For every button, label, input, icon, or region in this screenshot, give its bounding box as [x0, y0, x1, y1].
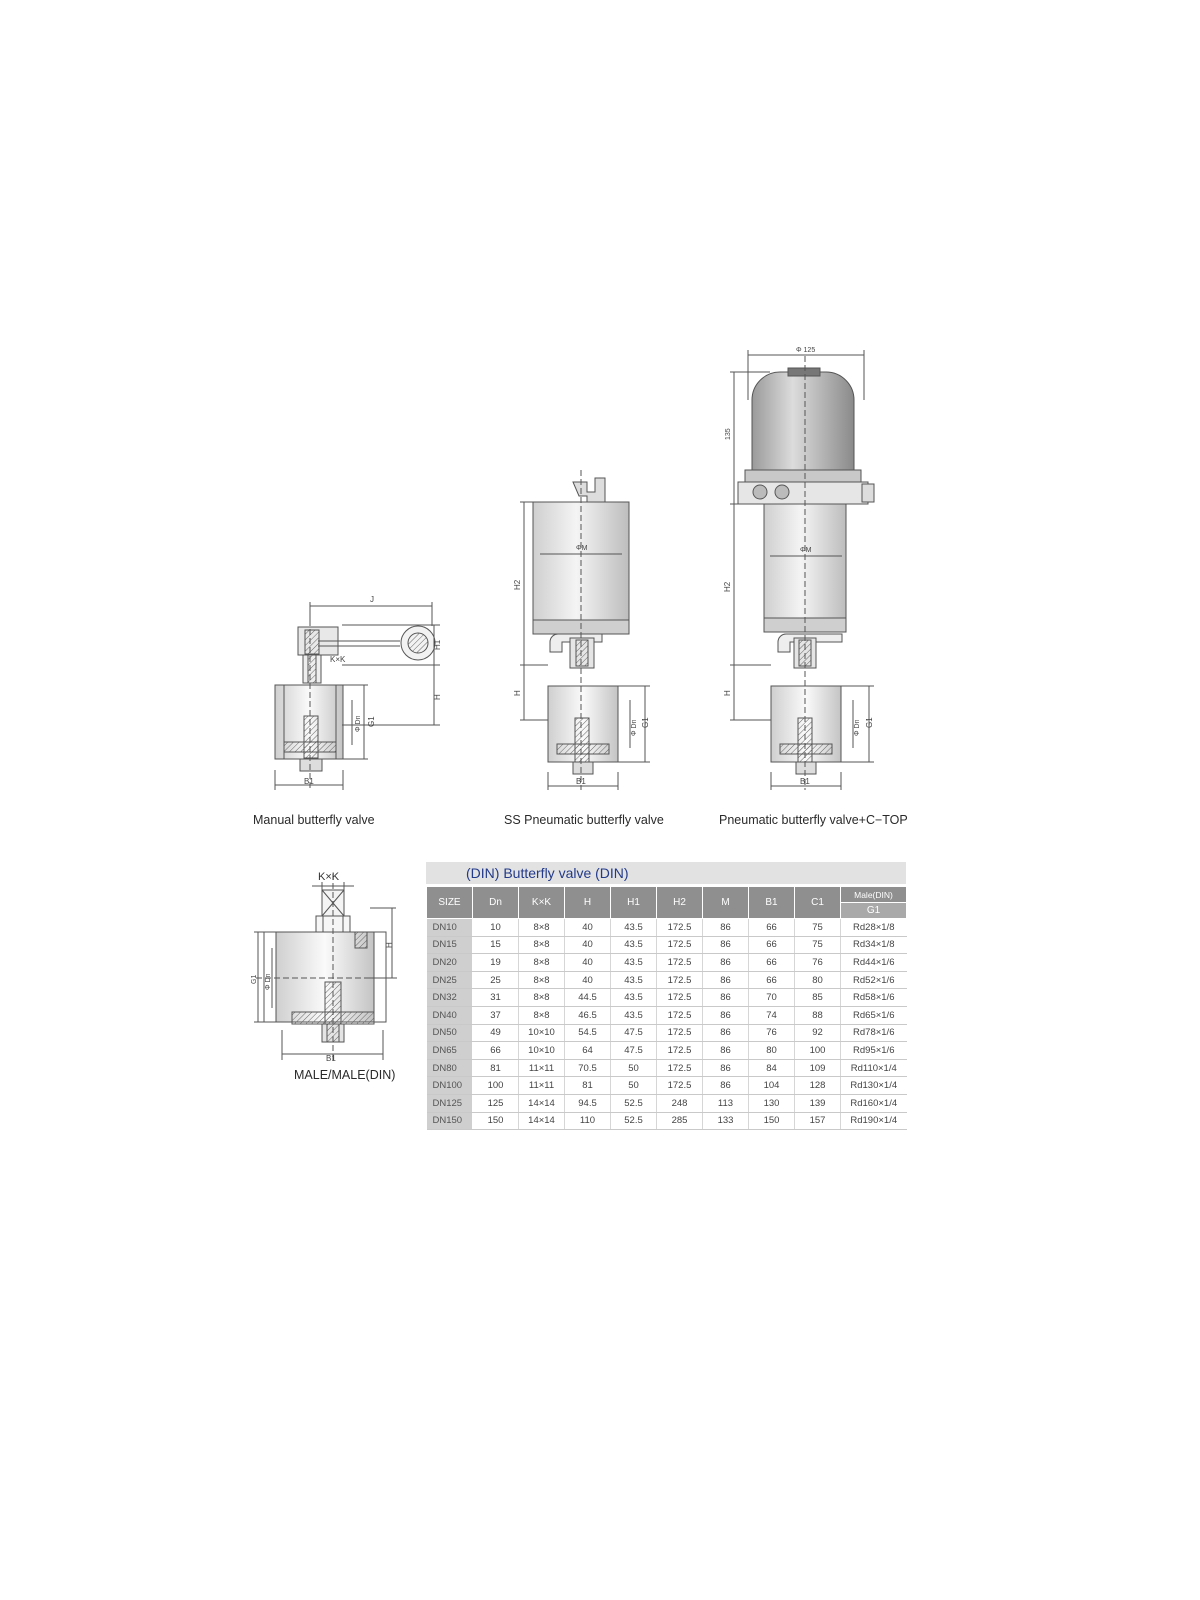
- table-cell: 86: [703, 919, 749, 937]
- table-cell: 92: [795, 1024, 841, 1042]
- col-header-g1: G1: [841, 903, 907, 919]
- dim-label-phim-ctop: ΦM: [800, 547, 812, 554]
- table-cell: 88: [795, 1006, 841, 1024]
- dim-label-phi125: Φ 125: [796, 347, 816, 354]
- size-cell: DN40: [427, 1006, 473, 1024]
- table-cell: 172.5: [657, 971, 703, 989]
- col-header-kxk: K×K: [519, 887, 565, 919]
- table-cell: 43.5: [611, 954, 657, 972]
- table-cell: 172.5: [657, 989, 703, 1007]
- table-cell: Rd65×1/6: [841, 1006, 907, 1024]
- dim-label-g1: G1: [367, 716, 376, 727]
- table-cell: 11×11: [519, 1059, 565, 1077]
- table-cell: 64: [565, 1042, 611, 1060]
- table-cell: 172.5: [657, 1077, 703, 1095]
- size-cell: DN125: [427, 1094, 473, 1112]
- table-cell: 100: [795, 1042, 841, 1060]
- table-cell: 8×8: [519, 971, 565, 989]
- table-cell: 248: [657, 1094, 703, 1112]
- table-row: [427, 954, 907, 972]
- table-cell: 130: [749, 1094, 795, 1112]
- table-cell: Rd28×1/8: [841, 919, 907, 937]
- col-header-c1: C1: [795, 887, 841, 919]
- table-cell: 172.5: [657, 919, 703, 937]
- table-cell: 104: [749, 1077, 795, 1095]
- table-cell: 14×14: [519, 1094, 565, 1112]
- size-cell: DN15: [427, 936, 473, 954]
- table-cell: 172.5: [657, 1042, 703, 1060]
- dim-label-h-ctop: H: [723, 690, 732, 696]
- table-cell: 86: [703, 954, 749, 972]
- table-cell: 76: [749, 1024, 795, 1042]
- dim-label-h2: H2: [513, 579, 522, 590]
- dim-label-g1-ss: G1: [641, 717, 650, 728]
- table-row: [427, 1094, 907, 1112]
- table-cell: 80: [795, 971, 841, 989]
- table-row: [427, 1112, 907, 1130]
- table-cell: 81: [565, 1077, 611, 1095]
- table-cell: Rd130×1/4: [841, 1077, 907, 1095]
- table-row: [427, 1059, 907, 1077]
- ctop-valve-drawing: [730, 350, 874, 790]
- table-cell: 75: [795, 919, 841, 937]
- dim-label-kxk-large: K×K: [318, 871, 340, 883]
- table-cell: Rd44×1/6: [841, 954, 907, 972]
- table-title: (DIN) Butterfly valve (DIN): [426, 862, 906, 884]
- table-cell: 113: [703, 1094, 749, 1112]
- table-cell: 66: [749, 919, 795, 937]
- table-cell: 43.5: [611, 971, 657, 989]
- table-cell: 150: [749, 1112, 795, 1130]
- caption-pneumatic-butterfly-valve-ctop: Pneumatic butterfly valve+C−TOP: [719, 813, 908, 827]
- col-header-size: SIZE: [427, 887, 473, 919]
- table-cell: 14×14: [519, 1112, 565, 1130]
- col-header-m: M: [703, 887, 749, 919]
- table-cell: 172.5: [657, 1024, 703, 1042]
- table-cell: Rd34×1/8: [841, 936, 907, 954]
- table-cell: 46.5: [565, 1006, 611, 1024]
- table-cell: 40: [565, 936, 611, 954]
- table-cell: 110: [565, 1112, 611, 1130]
- table-cell: 50: [611, 1077, 657, 1095]
- table-cell: 10: [473, 919, 519, 937]
- table-cell: 25: [473, 971, 519, 989]
- dim-label-h-male: H: [385, 942, 394, 948]
- dim-label-g1-male: G1: [251, 974, 258, 984]
- dim-label-b1: B1: [304, 777, 314, 786]
- table-cell: 100: [473, 1077, 519, 1095]
- table-cell: 172.5: [657, 1059, 703, 1077]
- table-cell: 94.5: [565, 1094, 611, 1112]
- dim-label-g1-ctop: G1: [865, 717, 874, 728]
- table-cell: 157: [795, 1112, 841, 1130]
- table-cell: 52.5: [611, 1112, 657, 1130]
- dim-label-kxk: K×K: [330, 655, 346, 664]
- table-cell: Rd58×1/6: [841, 989, 907, 1007]
- size-cell: DN100: [427, 1077, 473, 1095]
- table-cell: 49: [473, 1024, 519, 1042]
- table-cell: 47.5: [611, 1024, 657, 1042]
- dim-label-j: J: [370, 595, 374, 604]
- table-cell: 66: [473, 1042, 519, 1060]
- dim-label-b1-ctop: B1: [800, 777, 810, 786]
- table-cell: 128: [795, 1077, 841, 1095]
- table-cell: 84: [749, 1059, 795, 1077]
- table-cell: 75: [795, 936, 841, 954]
- dim-label-h2-ctop: H2: [723, 581, 732, 592]
- col-header-male-din: Male(DIN): [841, 887, 907, 903]
- col-header-h2: H2: [657, 887, 703, 919]
- table-cell: 8×8: [519, 954, 565, 972]
- table-cell: 172.5: [657, 1006, 703, 1024]
- dim-label-135: 135: [725, 428, 732, 440]
- table-cell: Rd190×1/4: [841, 1112, 907, 1130]
- dim-label-h: H: [433, 694, 442, 700]
- table-cell: 40: [565, 919, 611, 937]
- table-cell: 11×11: [519, 1077, 565, 1095]
- dim-label-b1-male: B1: [326, 1054, 336, 1063]
- manual-valve-drawing: [275, 602, 440, 790]
- table-cell: 172.5: [657, 936, 703, 954]
- dim-label-h-ss: H: [513, 690, 522, 696]
- table-row: [427, 1024, 907, 1042]
- ss-pneumatic-valve-drawing: [520, 470, 650, 790]
- table-cell: 10×10: [519, 1024, 565, 1042]
- table-body: [427, 919, 907, 1130]
- col-header-h1: H1: [611, 887, 657, 919]
- table-row: [427, 936, 907, 954]
- table-cell: 8×8: [519, 919, 565, 937]
- dim-label-b1-ss: B1: [576, 777, 586, 786]
- table-row: [427, 971, 907, 989]
- table-cell: 37: [473, 1006, 519, 1024]
- table-cell: Rd110×1/4: [841, 1059, 907, 1077]
- table-row: [427, 919, 907, 937]
- table-row: [427, 1042, 907, 1060]
- table-cell: 86: [703, 936, 749, 954]
- size-cell: DN65: [427, 1042, 473, 1060]
- table-cell: 109: [795, 1059, 841, 1077]
- table-row: [427, 989, 907, 1007]
- table-cell: 43.5: [611, 989, 657, 1007]
- table-cell: 54.5: [565, 1024, 611, 1042]
- size-cell: DN50: [427, 1024, 473, 1042]
- table-cell: 86: [703, 1077, 749, 1095]
- table-cell: 80: [749, 1042, 795, 1060]
- table-cell: 81: [473, 1059, 519, 1077]
- table-cell: Rd160×1/4: [841, 1094, 907, 1112]
- table-cell: 86: [703, 989, 749, 1007]
- table-cell: 66: [749, 936, 795, 954]
- size-cell: DN25: [427, 971, 473, 989]
- dim-label-dn-ss: Φ Dn: [631, 719, 638, 736]
- table-cell: 43.5: [611, 936, 657, 954]
- table-cell: 76: [795, 954, 841, 972]
- col-header-b1: B1: [749, 887, 795, 919]
- table-cell: 44.5: [565, 989, 611, 1007]
- table-cell: 172.5: [657, 954, 703, 972]
- table-cell: 15: [473, 936, 519, 954]
- table-cell: 86: [703, 1059, 749, 1077]
- table-cell: 19: [473, 954, 519, 972]
- table-cell: 86: [703, 1006, 749, 1024]
- size-cell: DN150: [427, 1112, 473, 1130]
- table-cell: 40: [565, 971, 611, 989]
- table-cell: 66: [749, 971, 795, 989]
- table-cell: Rd78×1/6: [841, 1024, 907, 1042]
- table-cell: 86: [703, 971, 749, 989]
- table-cell: 70: [749, 989, 795, 1007]
- dim-label-dn: Φ Dn: [355, 715, 362, 732]
- table-cell: 86: [703, 1024, 749, 1042]
- table-cell: Rd95×1/6: [841, 1042, 907, 1060]
- dim-label-phim: ΦM: [576, 545, 588, 552]
- table-cell: 8×8: [519, 1006, 565, 1024]
- table-cell: 125: [473, 1094, 519, 1112]
- table-cell: 66: [749, 954, 795, 972]
- table-cell: 10×10: [519, 1042, 565, 1060]
- spec-table: [426, 886, 907, 1130]
- dim-label-dn-ctop: Φ Dn: [854, 719, 861, 736]
- table-cell: 70.5: [565, 1059, 611, 1077]
- size-cell: DN10: [427, 919, 473, 937]
- table-cell: 86: [703, 1042, 749, 1060]
- table-cell: 150: [473, 1112, 519, 1130]
- table-row: [427, 1077, 907, 1095]
- table-cell: 31: [473, 989, 519, 1007]
- caption-ss-pneumatic-butterfly-valve: SS Pneumatic butterfly valve: [504, 813, 664, 827]
- size-cell: DN32: [427, 989, 473, 1007]
- table-cell: 8×8: [519, 989, 565, 1007]
- table-row: [427, 1006, 907, 1024]
- size-cell: DN20: [427, 954, 473, 972]
- table-cell: 43.5: [611, 919, 657, 937]
- caption-manual-butterfly-valve: Manual butterfly valve: [253, 813, 375, 827]
- caption-male-male-din: MALE/MALE(DIN): [294, 1068, 396, 1082]
- table-header-row: [427, 887, 907, 903]
- table-cell: 8×8: [519, 936, 565, 954]
- dim-label-dn-male: Φ Dn: [265, 973, 272, 990]
- col-header-dn: Dn: [473, 887, 519, 919]
- col-header-h: H: [565, 887, 611, 919]
- table-cell: 47.5: [611, 1042, 657, 1060]
- spec-table-section: [426, 862, 906, 1130]
- size-cell: DN80: [427, 1059, 473, 1077]
- male-male-section-drawing: [254, 874, 400, 1060]
- dim-label-h1: H1: [433, 639, 442, 650]
- table-cell: 40: [565, 954, 611, 972]
- table-cell: Rd52×1/6: [841, 971, 907, 989]
- table-cell: 133: [703, 1112, 749, 1130]
- table-cell: 50: [611, 1059, 657, 1077]
- table-cell: 74: [749, 1006, 795, 1024]
- table-cell: 85: [795, 989, 841, 1007]
- table-cell: 139: [795, 1094, 841, 1112]
- table-cell: 285: [657, 1112, 703, 1130]
- table-cell: 43.5: [611, 1006, 657, 1024]
- table-cell: 52.5: [611, 1094, 657, 1112]
